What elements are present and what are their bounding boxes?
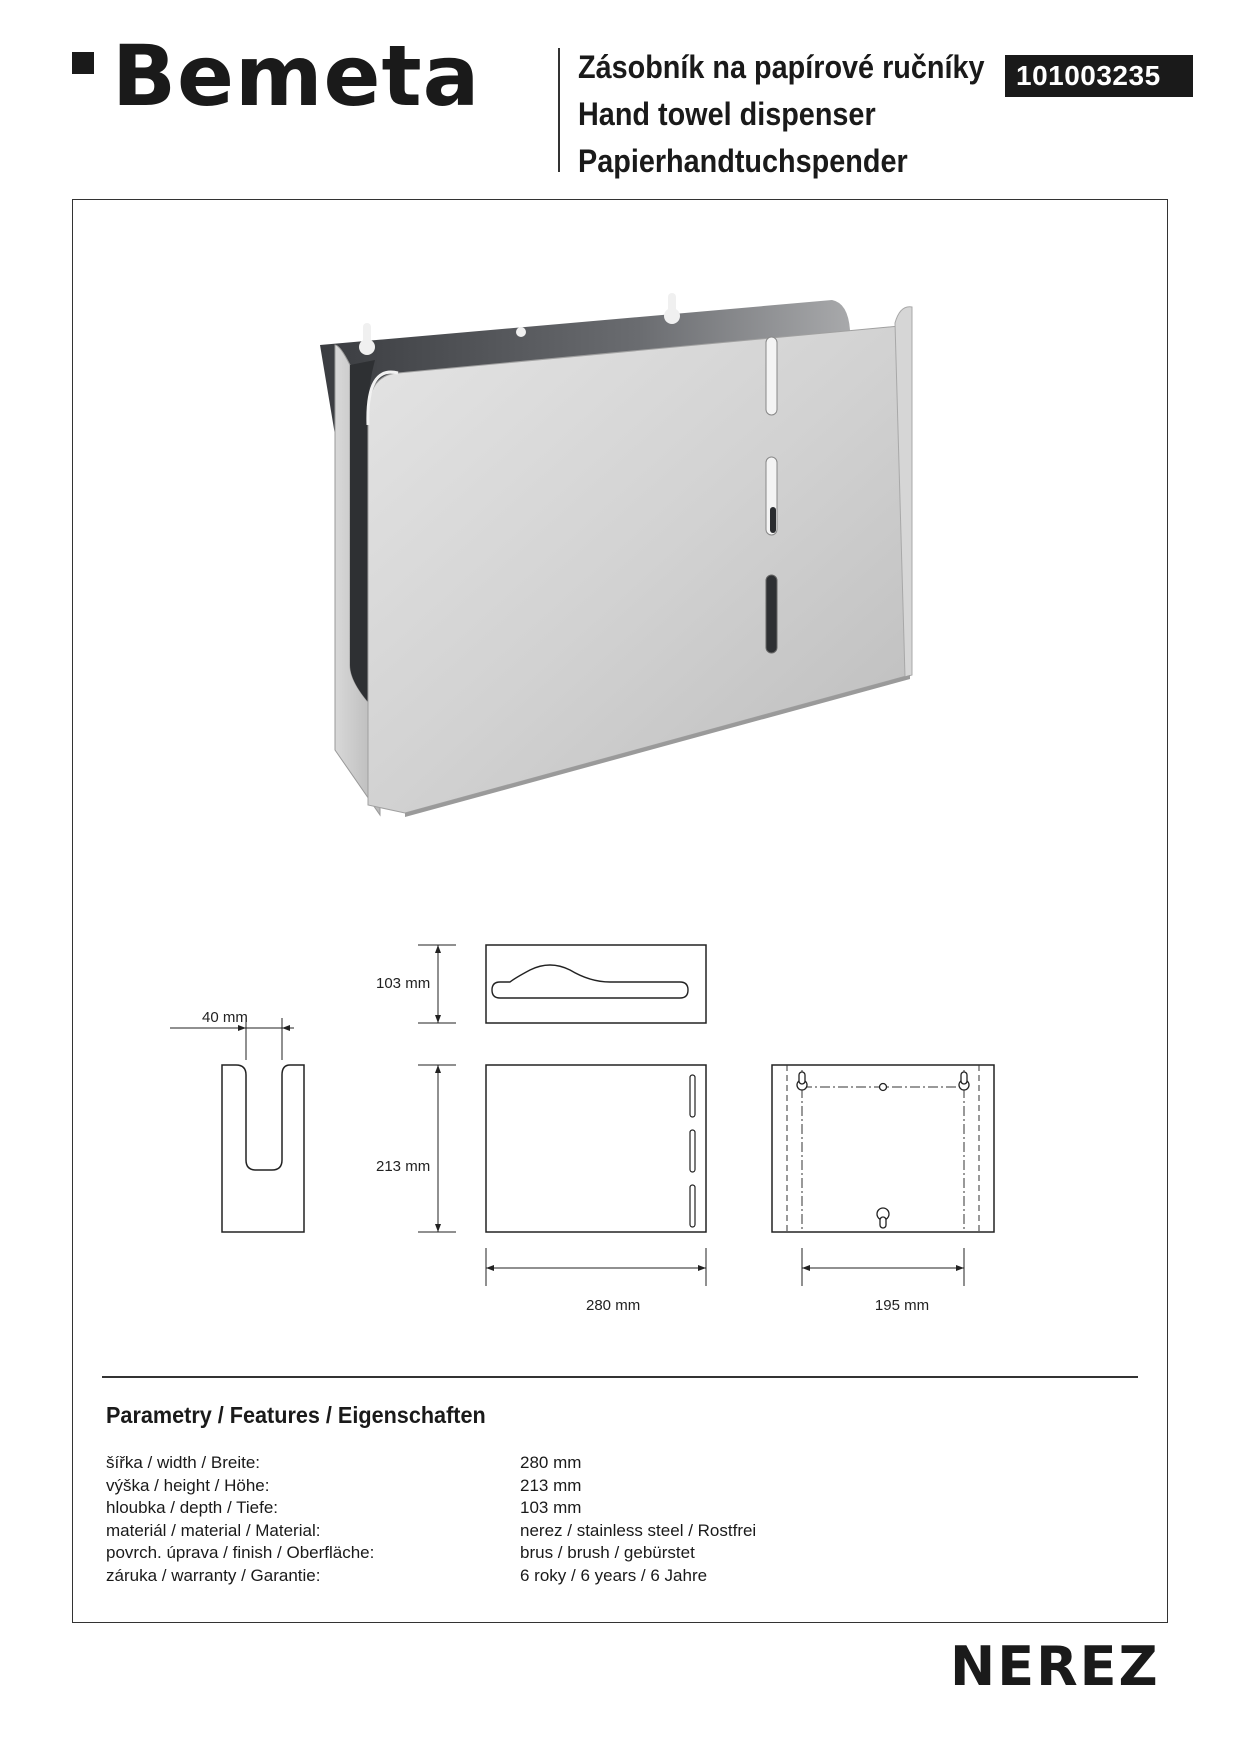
logo-square-icon: [72, 52, 94, 74]
feature-label: hloubka / depth / Tiefe:: [106, 1498, 279, 1517]
dim-width-label: 280 mm: [586, 1297, 641, 1314]
product-photo: [300, 285, 940, 825]
section-divider: [102, 1376, 1138, 1378]
material-label: NEREZ: [950, 1635, 1160, 1698]
feature-label: šířka / width / Breite:: [106, 1453, 260, 1472]
feature-label: povrch. úprava / finish / Oberfläche:: [106, 1543, 375, 1562]
feature-value: brus / brush / gebürstet: [520, 1543, 695, 1562]
features-title: Parametry / Features / Eigenschaften: [106, 1402, 486, 1428]
keyhole-icon: [359, 323, 375, 355]
features-table: [106, 1452, 906, 1587]
brand-logo: [72, 27, 492, 125]
feature-row: [106, 1565, 906, 1588]
feature-row: [106, 1497, 906, 1520]
dim-height-label: 213 mm: [376, 1158, 431, 1175]
dim-side-label: 40 mm: [202, 1009, 248, 1026]
logo-text: Bemeta: [112, 27, 481, 125]
product-code-badge: 101003235: [1005, 55, 1193, 97]
window-slot: [766, 575, 777, 653]
top-view: [486, 945, 706, 1023]
title-cz: Zásobník na papírové ručníky: [578, 49, 985, 85]
feature-row: [106, 1475, 906, 1498]
mount-hole-icon: [516, 327, 526, 337]
feature-label: materiál / material / Material:: [106, 1520, 321, 1540]
title-en: Hand towel dispenser: [578, 96, 876, 132]
feature-label: výška / height / Höhe:: [106, 1475, 270, 1495]
mount-hole-icon: [880, 1084, 887, 1091]
header-divider: [558, 48, 560, 172]
feature-value: 6 roky / 6 years / 6 Jahre: [520, 1565, 708, 1585]
feature-value: nerez / stainless steel / Rostfrei: [520, 1520, 757, 1540]
feature-row: [106, 1542, 906, 1565]
window-slot: [766, 337, 777, 415]
dim-hole-spacing-label: 195 mm: [874, 1297, 930, 1314]
keyhole-icon: [664, 293, 680, 324]
dim-depth-label: 103 mm: [376, 975, 431, 992]
front-panel: [368, 325, 910, 813]
feature-value: 103 mm: [520, 1498, 582, 1517]
feature-row: [106, 1520, 906, 1543]
feature-value: 280 mm: [520, 1453, 582, 1472]
title-de: Papierhandtuchspender: [578, 143, 908, 179]
feature-value: 213 mm: [520, 1475, 582, 1495]
technical-drawings: [170, 930, 1070, 1340]
feature-label: záruka / warranty / Garantie:: [106, 1565, 321, 1585]
side-view: [222, 1065, 304, 1232]
front-view: [486, 1065, 706, 1232]
feature-row: [106, 1452, 906, 1475]
product-titles: [578, 44, 998, 185]
